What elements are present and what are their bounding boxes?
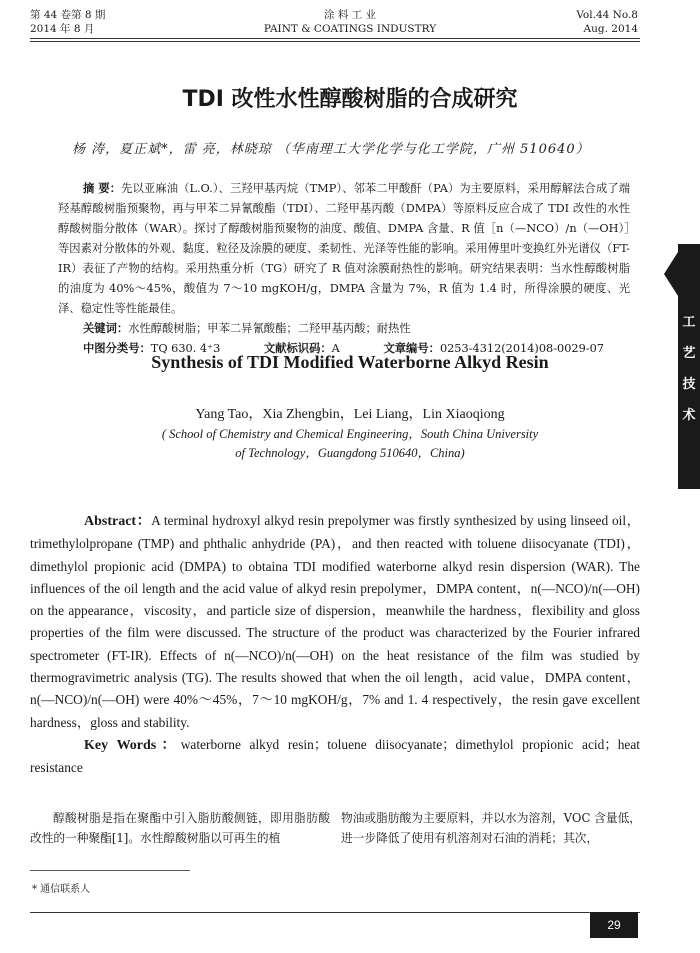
affiliation-en-line2: of Technology，Guangdong 510640，China) xyxy=(235,446,465,460)
date-en: Aug. 2014 xyxy=(583,23,638,35)
affiliation-en xyxy=(0,425,700,463)
abstract-en-block xyxy=(30,510,640,780)
doc-code-value: A xyxy=(331,342,340,355)
footer-rule xyxy=(30,912,640,913)
header-rule-double xyxy=(30,41,640,42)
body-paragraph: 物油或脂肪酸为主要原料，并以水为溶剂，VOC 含量低，进一步降低了使用有机溶剂对石油的消耗；其次， xyxy=(341,811,641,845)
side-tab-pointer xyxy=(664,252,678,296)
paper-title-en: Synthesis of TDI Modified Waterborne Alkyd Resin xyxy=(151,352,549,372)
body-column-left xyxy=(30,808,330,848)
keywords-cn xyxy=(58,319,630,339)
journal-name-en: PAINT & COATINGS INDUSTRY xyxy=(263,23,437,35)
paper-title-cn: TDI 改性水性醇酸树脂的合成研究 xyxy=(182,87,518,112)
doc-code-label: 文献标识码： xyxy=(263,342,332,355)
journal-name-cn: 涂 料 工 业 xyxy=(323,9,376,21)
body-paragraph: 醇酸树脂是指在聚酯中引入脂肪酸侧链，即用脂肪酸改性的一种聚酯[1]。水性醇酸树脂以可再生的植 xyxy=(30,811,330,845)
affiliation-en-line1: ( School of Chemistry and Chemical Engineering，South China University xyxy=(161,427,539,441)
abstract-cn-block xyxy=(58,179,630,359)
journal-volume-info-en xyxy=(576,8,638,36)
side-tab-char: 艺 xyxy=(682,345,696,361)
abstract-cn-text: 先以亚麻油（L.O.）、三羟甲基丙烷（TMP）、邻苯二甲酸酐（PA）为主要原料，采用醇解法合成了端羟基醇酸树脂预聚物，再与甲苯二异氰酸酯（TDI）、二羟甲基丙酸（DMPA）等原料反应合成了 TDI 改性的水性醇酸树脂分散体（WAR）。探讨了醇酸树脂预聚物的油度、酸值、DMPA 含量、R 值［n（—NCO）/n（—OH）］等因素对分散体的外观、黏度、粒径及涂膜的硬度、柔韧性、光泽等性能的影响。采用傅里叶变换红外光谱仪（FT-IR）表征了产物的结构。采用热重分析（TG）研究了 R 值对涂膜耐热性的影响。研究结果表明：当水性醇酸树脂的油度为 40%～45%，酸值为 7～10 mgKOH/g，DMPA 含量为 7%，R 值为 1.4 时，所得涂膜的硬度、光泽、稳定性等性能最佳。 xyxy=(58,182,630,315)
date-cn: 2014 年 8 月 xyxy=(30,23,95,35)
keywords-en-text: waterborne alkyd resin；toluene diisocyanate；dimethylol propionic acid；heat resistance xyxy=(30,736,641,776)
side-tab-char: 术 xyxy=(682,407,696,423)
page-number: 29 xyxy=(590,912,638,938)
abstract-en xyxy=(30,510,640,734)
clc-label: 中图分类号： xyxy=(83,342,151,355)
abstract-en-label: Abstract： xyxy=(84,514,152,529)
authors-en: Yang Tao，Xia Zhengbin，Lei Liang，Lin Xiaoqiong xyxy=(195,407,505,422)
clc-value: TQ 630. 4⁺3 xyxy=(150,342,221,355)
keywords-cn-label: 关键词： xyxy=(83,322,129,335)
authors-cn: 杨 涛，夏正斌*，雷 亮，林晓琼 （华南理工大学化学与化工学院，广州 510640） xyxy=(72,142,590,157)
keywords-en xyxy=(30,734,640,780)
body-column-right xyxy=(341,808,641,848)
footnote-corresponding-author: * 通信联系人 xyxy=(32,884,91,895)
volume-issue-en: Vol.44 No.8 xyxy=(576,9,638,21)
abstract-en-text: A terminal hydroxyl alkyd resin prepolymer was firstly synthesized by using linseed oil，trimethylolpropane (TMP) and phthalic anhydride (PA)，and then reacted with toluene diisocyanate (TDI)，dimethylol propionic acid (DMPA) to obtaina TDI modified waterborne alkyd resin dispersion (WAR). The influences of the oil length and the acid value of alkyd resin prepolymer，DMPA content，n(—NCO)/n(—OH) on the appearance，viscosity，and particle size of dispersion，meanwhile the hardness，flexibility and gloss properties of the film were discussed. The structure of the product was characterized by the Fourier infrared spectrometer (FT-IR). Effects of n(—NCO)/n(—OH) on the heat resistance of the film was studied by thermogravimetric analysis (TG). The results showed that when the oil length，acid value，DMPA content，n(—NCO)/n(—OH) were 40%～45%，7～10 mgKOH/g，7% and 1. 4 respectively，the resin gave excellent hardness，gloss and stability. xyxy=(30,513,640,730)
article-number-value: 0253-4312(2014)08-0029-07 xyxy=(439,342,604,355)
footnote-rule xyxy=(30,870,190,871)
abstract-cn xyxy=(58,179,630,319)
article-number-label: 文章编号： xyxy=(383,342,440,355)
abstract-cn-label: 摘 要： xyxy=(83,182,122,195)
keywords-en-label: Key Words： xyxy=(84,737,181,753)
side-tab-char: 工 xyxy=(682,314,696,330)
volume-issue-cn: 第 44 卷第 8 期 xyxy=(30,9,106,21)
keywords-cn-text: 水性醇酸树脂；甲苯二异氰酸酯；二羟甲基丙酸；耐热性 xyxy=(128,322,411,335)
header-rule xyxy=(30,38,640,39)
side-tab-char: 技 xyxy=(682,376,696,392)
